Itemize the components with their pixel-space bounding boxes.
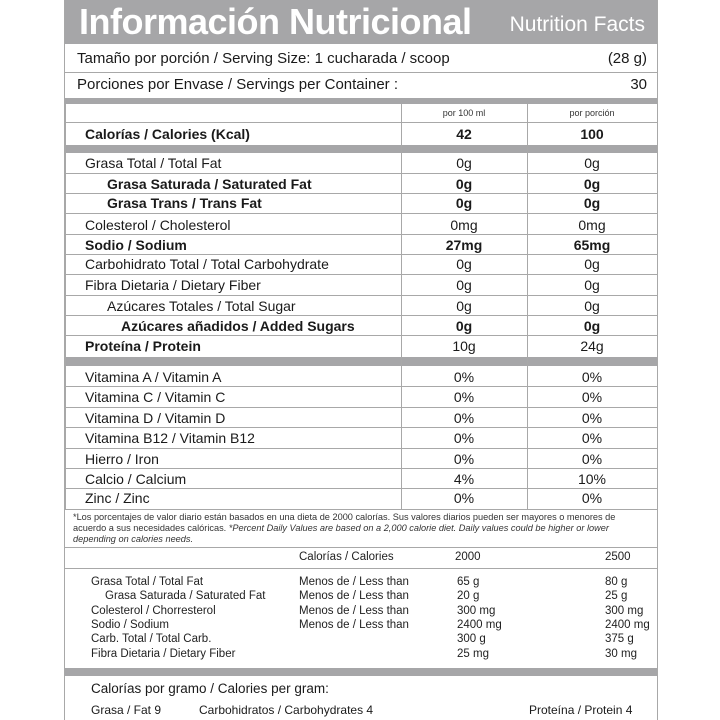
vitamin-per-serving: 0% bbox=[581, 410, 603, 426]
vitamin-label: Vitamina B12 / Vitamin B12 bbox=[85, 430, 255, 446]
servings-per-container-label: Porciones por Envase / Servings per Container : bbox=[77, 76, 398, 93]
vitamin-per-serving: 0% bbox=[581, 430, 603, 446]
vitamin-label: Hierro / Iron bbox=[85, 451, 159, 467]
vitamin-per-100ml: 0% bbox=[453, 369, 475, 385]
footnote bbox=[73, 512, 649, 545]
nutrient-per-serving: 0g bbox=[583, 195, 601, 211]
dv-row-limit: Menos de / Less than bbox=[299, 619, 409, 631]
dv-header-2000: 2000 bbox=[455, 551, 481, 563]
serving-size-label: Tamaño por porción / Serving Size: 1 cucharada / scoop bbox=[77, 50, 450, 67]
nutrient-label: Grasa Saturada / Saturated Fat bbox=[107, 176, 312, 192]
servings-per-container-value: 30 bbox=[630, 76, 647, 93]
nutrient-per-100ml: 0g bbox=[456, 256, 472, 272]
column-divider bbox=[527, 104, 528, 509]
dv-row-2500: 300 mg bbox=[605, 605, 644, 617]
vitamin-row bbox=[65, 387, 657, 408]
nutrient-per-serving: 0g bbox=[584, 298, 600, 314]
nutrient-per-serving: 0mg bbox=[578, 217, 606, 233]
servings-per-container-row bbox=[65, 73, 657, 99]
vitamin-per-100ml: 0% bbox=[453, 410, 475, 426]
dv-row-2000: 20 g bbox=[457, 590, 480, 602]
vitamin-per-100ml: 0% bbox=[453, 451, 475, 467]
calories-row bbox=[65, 123, 657, 145]
nutrition-label bbox=[64, 0, 658, 720]
divider-line bbox=[65, 546, 657, 548]
column-header-row bbox=[65, 104, 657, 123]
nutrient-label: Fibra Dietaria / Dietary Fiber bbox=[85, 277, 261, 293]
nutrient-per-100ml: 0g bbox=[456, 277, 472, 293]
vitamin-per-serving: 10% bbox=[577, 471, 607, 487]
dv-row-2000: 2400 mg bbox=[457, 619, 502, 631]
nutrient-row bbox=[65, 153, 657, 174]
nutrient-per-100ml: 0g bbox=[455, 176, 473, 192]
vitamin-per-serving: 0% bbox=[581, 490, 603, 506]
calories-per-gram-title: Calorías por gramo / Calories per gram: bbox=[91, 681, 329, 696]
nutrient-label: Colesterol / Cholesterol bbox=[85, 217, 231, 233]
nutrient-per-serving: 0g bbox=[583, 318, 601, 334]
calories-per-gram-carbs: Carbohidratos / Carbohydrates 4 bbox=[199, 703, 374, 717]
vitamin-per-serving: 0% bbox=[581, 451, 603, 467]
dv-row-label: Colesterol / Chorresterol bbox=[91, 605, 216, 617]
nutrient-label: Proteína / Protein bbox=[85, 338, 201, 354]
vitamin-row bbox=[65, 366, 657, 387]
vitamin-per-100ml: 0% bbox=[453, 389, 475, 405]
nutrient-row bbox=[65, 235, 657, 255]
column-divider bbox=[401, 104, 402, 509]
calories-per-gram-protein: Proteína / Protein 4 bbox=[529, 703, 633, 717]
divider-line bbox=[65, 567, 657, 569]
nutrient-label: Carbohidrato Total / Total Carbohydrate bbox=[85, 256, 329, 272]
vitamin-label: Calcio / Calcium bbox=[85, 471, 187, 487]
nutrient-per-serving: 0g bbox=[584, 155, 600, 171]
serving-size-value: (28 g) bbox=[607, 50, 647, 67]
dv-row-label: Sodio / Sodium bbox=[91, 619, 169, 631]
nutrient-per-100ml: 0g bbox=[455, 318, 473, 334]
dv-row-2500: 2400 mg bbox=[605, 619, 650, 631]
serving-size-row bbox=[65, 44, 657, 73]
nutrient-label: Azúcares Totales / Total Sugar bbox=[107, 298, 296, 314]
dv-row-2000: 25 mg bbox=[457, 648, 489, 660]
nutrient-per-serving: 65mg bbox=[573, 237, 611, 253]
nutrient-per-100ml: 27mg bbox=[445, 237, 483, 253]
divider-bar bbox=[65, 145, 657, 153]
nutrient-per-100ml: 0mg bbox=[450, 217, 478, 233]
nutrient-row bbox=[65, 174, 657, 194]
vitamin-row bbox=[65, 408, 657, 428]
label-header bbox=[65, 0, 657, 44]
dv-row-limit: Menos de / Less than bbox=[299, 590, 409, 602]
dv-row-label: Fibra Dietaria / Dietary Fiber bbox=[91, 648, 236, 660]
dv-row-limit: Menos de / Less than bbox=[299, 605, 409, 617]
vitamin-per-serving: 0% bbox=[581, 369, 603, 385]
nutrient-row bbox=[65, 194, 657, 214]
nutrient-row bbox=[65, 316, 657, 336]
vitamin-per-serving: 0% bbox=[581, 389, 603, 405]
dv-row-2500: 375 g bbox=[605, 633, 634, 645]
nutrient-per-serving: 0g bbox=[584, 256, 600, 272]
nutrient-row bbox=[65, 275, 657, 296]
vitamin-label: Vitamina A / Vitamin A bbox=[85, 369, 222, 385]
nutrient-label: Azúcares añadidos / Added Sugars bbox=[121, 318, 355, 334]
dv-row-limit: Menos de / Less than bbox=[299, 576, 409, 588]
nutrient-per-100ml: 10g bbox=[452, 338, 476, 354]
dv-row-2500: 80 g bbox=[605, 576, 628, 588]
vitamin-label: Vitamina D / Vitamin D bbox=[85, 410, 226, 426]
nutrient-label: Sodio / Sodium bbox=[85, 237, 187, 253]
nutrient-per-100ml: 0g bbox=[455, 195, 473, 211]
nutrient-label: Grasa Total / Total Fat bbox=[85, 155, 222, 171]
dv-row-label: Grasa Saturada / Saturated Fat bbox=[105, 590, 266, 602]
nutrient-per-100ml: 0g bbox=[456, 298, 472, 314]
calories-per-100ml: 42 bbox=[456, 126, 472, 142]
dv-row-label: Grasa Total / Total Fat bbox=[91, 576, 204, 588]
calories-per-gram-fat: Grasa / Fat 9 bbox=[91, 703, 162, 717]
nutrient-per-serving: 0g bbox=[584, 277, 600, 293]
nutrient-row bbox=[65, 336, 657, 357]
title-english: Nutrition Facts bbox=[509, 13, 645, 36]
vitamin-row bbox=[65, 469, 657, 489]
column-per-100ml: por 100 ml bbox=[442, 108, 486, 118]
nutrient-row bbox=[65, 296, 657, 316]
vitamin-per-100ml: 4% bbox=[453, 471, 475, 487]
nutrient-label: Grasa Trans / Trans Fat bbox=[107, 195, 262, 211]
vitamin-label: Zinc / Zinc bbox=[85, 490, 150, 506]
vitamin-label: Vitamina C / Vitamin C bbox=[85, 389, 226, 405]
column-per-serving: por porción bbox=[569, 108, 615, 118]
calories-per-serving: 100 bbox=[580, 126, 604, 142]
dv-row-label: Carb. Total / Total Carb. bbox=[91, 633, 212, 645]
vitamin-row bbox=[65, 489, 657, 510]
nutrient-per-serving: 24g bbox=[580, 338, 604, 354]
vitamin-row bbox=[65, 449, 657, 469]
dv-row-2000: 65 g bbox=[457, 576, 480, 588]
nutrient-per-100ml: 0g bbox=[456, 155, 472, 171]
dv-row-2000: 300 g bbox=[457, 633, 486, 645]
vitamin-per-100ml: 0% bbox=[453, 490, 475, 506]
nutrient-per-serving: 0g bbox=[583, 176, 601, 192]
nutrient-row bbox=[65, 214, 657, 235]
dv-row-2500: 30 mg bbox=[605, 648, 637, 660]
vitamin-row bbox=[65, 428, 657, 449]
dv-header-2500: 2500 bbox=[605, 551, 631, 563]
nutrient-row bbox=[65, 255, 657, 275]
divider-bar bbox=[65, 668, 657, 676]
divider-bar bbox=[65, 357, 657, 366]
table-border bbox=[65, 104, 66, 509]
dv-header-label: Calorías / Calories bbox=[299, 551, 394, 563]
dv-row-2500: 25 g bbox=[605, 590, 628, 602]
dv-row-2000: 300 mg bbox=[457, 605, 496, 617]
calories-label: Calorías / Calories (Kcal) bbox=[85, 126, 250, 142]
vitamin-per-100ml: 0% bbox=[453, 430, 475, 446]
footnote-spanish: *Los porcentajes de valor diario están basados en una dieta de 2000 calorías. Sus valores diarios pueden ser mayores o menores de acuerdo a sus necesidades calóricas. bbox=[73, 512, 616, 533]
footnote-english: *Percent Daily Values are based on a 2,000 calorie diet. Daily values could be higher or lower depending on calories needs. bbox=[73, 523, 609, 544]
title-spanish: Información Nutricional bbox=[79, 1, 472, 42]
